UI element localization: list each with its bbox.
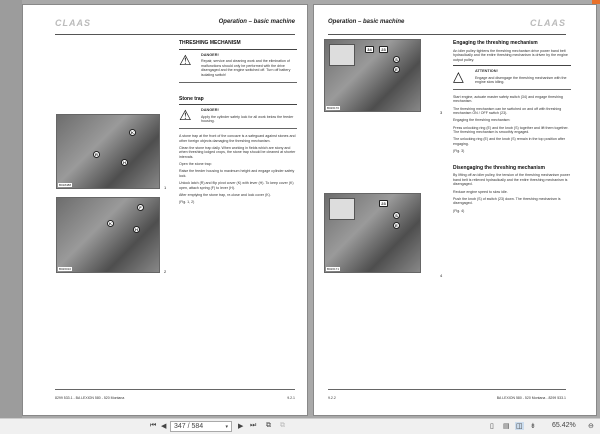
paragraph: (Fig. 1, 2) [179,200,195,205]
header-rule [55,34,295,35]
control-panel [329,198,355,220]
subsection-title: Stone trap [179,95,204,102]
figure-4 [324,193,421,273]
claas-logo: CLAAS [55,18,91,28]
warning-icon: △ [453,67,464,84]
control-panel [329,44,355,66]
danger-text: Apply the cylinder safety lock for all work below the feeder housing. [201,114,294,124]
paragraph: Press unlocking ring (E) and the knob (S) together and lift them together. The threshing mechanism is smoothly engaged. [453,125,569,135]
attention-box [453,65,571,90]
paragraph: After emptying the stone trap, re-close and lock cover (K). [179,192,271,197]
footer-page-number: 9.2.2 [328,396,336,400]
danger-title: DANGER! [201,52,219,57]
figure-3 [324,39,421,112]
callout-r: R [93,151,100,158]
figure-code: B018488 [59,183,72,187]
figure-number: 1 [164,185,167,190]
paragraph: Clean the stone trap daily. When working in fields which are stony and when threshing lodged crops, the stone trap should be cleaned at shorter intervals. [179,145,296,159]
footer-left: 8299 533.1 - BA LEXION 580 - 520 Montana [55,396,125,400]
paragraph: An idler pulley tightens the threshing mechanism drive power band belt hydraulically and the entire threshing mechanism is driven by the engine output pulley. [453,48,568,62]
section-title: Disengaging the threshing mechanism [453,164,545,171]
paragraph: Start engine, actuate master safety switch (34) and engage threshing mechanism. [453,94,563,104]
figure-2 [56,197,160,273]
zoom-out-icon[interactable]: ⊖ [588,423,594,430]
page-header: Operation – basic machine [218,19,295,25]
paragraph: A stone trap at the front of the concave is a safeguard against stones and other foreign objects damaging the threshing mechanism. [179,133,296,143]
paragraph: Unlock latch (R) and flip pivot cover (K) with lever (H). To keep cover (K) open, attach spring (F) to lever (H). [179,181,294,190]
paste-icon[interactable]: ⧉ [280,422,285,429]
page-header: Operation – basic machine [328,19,405,25]
figure-code: B026170 [327,106,340,110]
section-title: Engaging the threshing mechanism [453,40,538,46]
last-page-icon[interactable]: ⏭ [250,422,257,429]
page-number-value: 347 / 584 [174,423,204,430]
callout-k: K [129,129,136,136]
two-page-view-icon[interactable]: ◫ [516,423,523,430]
paragraph: Open the stone trap: [179,162,212,167]
figure-code: B026171 [327,267,340,271]
callout-h: H [121,159,128,166]
section-title: THRESHING MECHANISM [179,40,241,46]
claas-logo: CLAAS [530,18,566,28]
footer-right: BA LEXION 580 - 520 Montana - 8299 533.1 [496,396,566,400]
scroll-view-icon[interactable]: ⇟ [530,423,536,430]
page-left [22,4,308,416]
left-gutter [0,0,22,418]
attention-text: Engage and disengage the threshing mechanism with the engine slow idling. [475,75,567,85]
dropdown-arrow-icon[interactable]: ▾ [225,424,228,430]
footer-rule [55,389,295,390]
callout-k: K [107,220,114,227]
callout-f: F [137,204,144,211]
paragraph: (Fig. 4) [453,208,465,213]
danger-text: Repair, service and cleaning work and the elimination of malfunctions should only be performed with the drive disengaged and the engine switched off. Turn off battery isolating switch! [201,59,291,77]
previous-page-icon[interactable]: ◀ [161,423,167,430]
paragraph: (Fig. 3) [453,149,465,154]
figure-number: 4 [440,273,443,278]
paragraph: The unlocking ring (E) and the knob (S) remain in the top position after engaging. [453,137,566,146]
page-number-input[interactable] [170,421,232,432]
copy-icon[interactable]: ⧉ [266,422,271,429]
figure-code: B026010 [59,267,72,271]
callout-23: 23 [379,200,388,207]
single-page-view-icon[interactable]: ▯ [490,423,494,430]
paragraph: Push the knob (S) of switch (23) down. The threshing mechanism is disengaged. [453,196,561,206]
callout-s: S [393,56,400,63]
first-page-icon[interactable]: ⏮ [150,422,157,429]
danger-box [179,104,297,129]
continuous-view-icon[interactable]: ▤ [503,423,510,430]
header-rule [328,34,566,35]
page-right [313,4,597,416]
footer-page-number: 9.2.1 [287,396,295,400]
attention-title: ATTENTION! [475,68,498,73]
danger-title: DANGER! [201,108,219,113]
callout-34: 34 [365,46,374,53]
danger-box [179,49,297,83]
callout-e: E [393,222,400,229]
callout-23: 23 [379,46,388,53]
paragraph: Reduce engine speed to slow idle. [453,189,508,194]
paragraph: The threshing mechanism can be switched on and off with threshing mechanism ON / OFF switch (23). [453,106,562,116]
paragraph: By lifting off an idler pulley, the tension of the threshing mechanism power band belt is relieved hydraulically and the entire threshing mechanism is disengaged. [453,173,570,187]
zoom-level[interactable]: 65.42% [552,422,576,429]
callout-s: S [393,212,400,219]
next-page-icon[interactable]: ▶ [238,423,244,430]
callout-e: E [393,66,400,73]
figure-number: 2 [164,269,167,274]
text-column [179,37,297,207]
figure-number: 3 [440,110,443,115]
figure-1 [56,114,160,189]
paragraph: Raise the feeder housing to maximum height and engage cylinder safety lock. [179,169,295,178]
callout-h: H [133,226,140,233]
pdf-toolbar [0,418,600,434]
warning-icon: ⚠ [179,51,192,68]
text-column [453,37,571,216]
footer-rule [328,389,566,390]
paragraph: Engaging the threshing mechanism: [453,118,511,123]
warning-icon: ⚠ [179,107,192,124]
